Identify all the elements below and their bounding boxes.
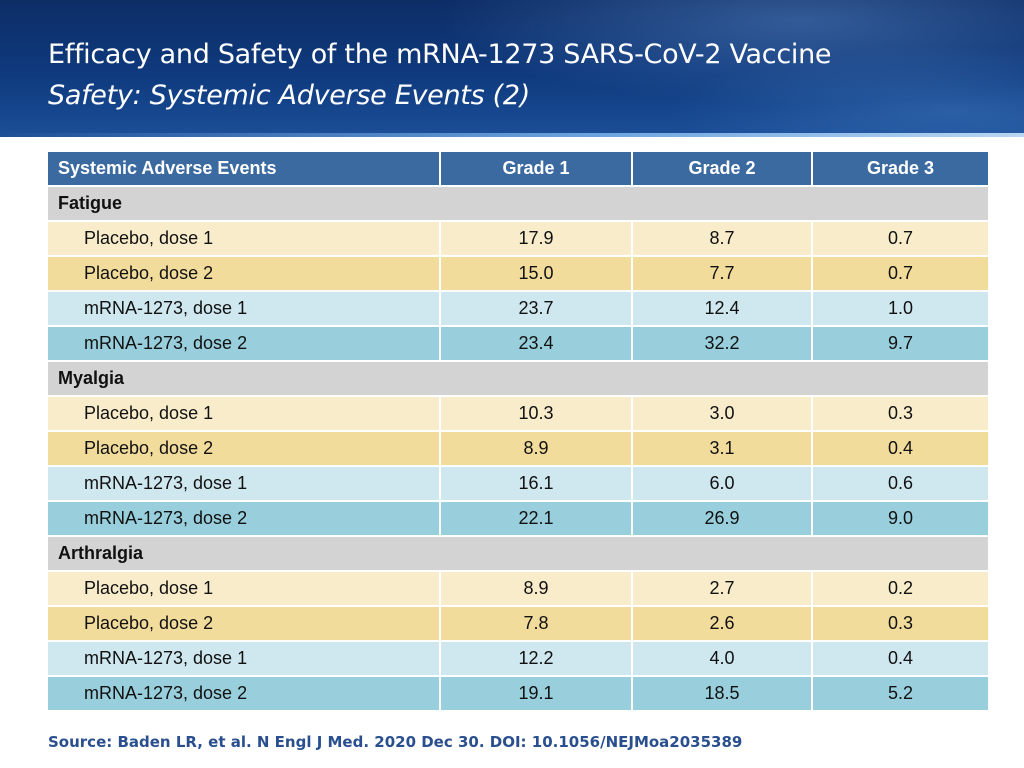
table-row <box>47 606 989 641</box>
row-label: mRNA-1273, dose 1 <box>47 466 440 501</box>
grade-2-value: 2.6 <box>632 606 812 641</box>
row-label: Placebo, dose 1 <box>47 396 440 431</box>
grade-3-value: 9.7 <box>812 326 989 361</box>
grade-2-value: 8.7 <box>632 221 812 256</box>
row-label: Placebo, dose 2 <box>47 431 440 466</box>
banner-stripe <box>0 133 1024 137</box>
table-row <box>47 641 989 676</box>
grade-1-value: 10.3 <box>440 396 632 431</box>
grade-2-value: 3.1 <box>632 431 812 466</box>
table-row <box>47 676 989 711</box>
table-row <box>47 291 989 326</box>
grade-1-value: 17.9 <box>440 221 632 256</box>
table-row <box>47 431 989 466</box>
grade-1-value: 19.1 <box>440 676 632 711</box>
grade-2-value: 2.7 <box>632 571 812 606</box>
group-row-arthralgia <box>47 536 989 571</box>
group-label: Arthralgia <box>47 536 989 571</box>
grade-3-value: 0.4 <box>812 641 989 676</box>
grade-2-value: 32.2 <box>632 326 812 361</box>
group-row-myalgia <box>47 361 989 396</box>
row-label: Placebo, dose 1 <box>47 571 440 606</box>
table-row <box>47 256 989 291</box>
row-label: mRNA-1273, dose 2 <box>47 326 440 361</box>
grade-1-value: 16.1 <box>440 466 632 501</box>
source-citation: Source: Baden LR, et al. N Engl J Med. 2020 Dec 30. DOI: 10.1056/NEJMoa2035389 <box>48 733 743 751</box>
grade-1-value: 8.9 <box>440 571 632 606</box>
grade-2-value: 6.0 <box>632 466 812 501</box>
adverse-events-table <box>46 150 990 712</box>
grade-3-value: 5.2 <box>812 676 989 711</box>
column-header-grade-2: Grade 2 <box>632 151 812 186</box>
grade-2-value: 26.9 <box>632 501 812 536</box>
table-row <box>47 501 989 536</box>
column-header-event: Systemic Adverse Events <box>47 151 440 186</box>
grade-3-value: 0.3 <box>812 606 989 641</box>
column-header-grade-1: Grade 1 <box>440 151 632 186</box>
row-label: Placebo, dose 1 <box>47 221 440 256</box>
grade-3-value: 0.3 <box>812 396 989 431</box>
grade-2-value: 3.0 <box>632 396 812 431</box>
grade-1-value: 22.1 <box>440 501 632 536</box>
slide-title: Efficacy and Safety of the mRNA-1273 SARS-CoV-2 Vaccine <box>48 39 832 70</box>
group-label: Myalgia <box>47 361 989 396</box>
grade-3-value: 0.6 <box>812 466 989 501</box>
grade-3-value: 0.4 <box>812 431 989 466</box>
title-banner <box>0 0 1024 137</box>
row-label: mRNA-1273, dose 1 <box>47 641 440 676</box>
group-row-fatigue <box>47 186 989 221</box>
grade-3-value: 9.0 <box>812 501 989 536</box>
table-row <box>47 221 989 256</box>
group-label: Fatigue <box>47 186 989 221</box>
grade-2-value: 18.5 <box>632 676 812 711</box>
table-header-row <box>47 151 989 186</box>
grade-1-value: 23.7 <box>440 291 632 326</box>
slide-subtitle: Safety: Systemic Adverse Events (2) <box>48 80 530 111</box>
grade-2-value: 4.0 <box>632 641 812 676</box>
grade-1-value: 15.0 <box>440 256 632 291</box>
grade-1-value: 12.2 <box>440 641 632 676</box>
grade-1-value: 8.9 <box>440 431 632 466</box>
table-row <box>47 571 989 606</box>
grade-2-value: 7.7 <box>632 256 812 291</box>
grade-3-value: 0.7 <box>812 256 989 291</box>
row-label: Placebo, dose 2 <box>47 256 440 291</box>
grade-1-value: 23.4 <box>440 326 632 361</box>
row-label: mRNA-1273, dose 1 <box>47 291 440 326</box>
grade-2-value: 12.4 <box>632 291 812 326</box>
column-header-grade-3: Grade 3 <box>812 151 989 186</box>
row-label: mRNA-1273, dose 2 <box>47 501 440 536</box>
row-label: mRNA-1273, dose 2 <box>47 676 440 711</box>
grade-3-value: 0.7 <box>812 221 989 256</box>
grade-3-value: 0.2 <box>812 571 989 606</box>
table-row <box>47 466 989 501</box>
table-row <box>47 326 989 361</box>
grade-3-value: 1.0 <box>812 291 989 326</box>
row-label: Placebo, dose 2 <box>47 606 440 641</box>
table-row <box>47 396 989 431</box>
grade-1-value: 7.8 <box>440 606 632 641</box>
